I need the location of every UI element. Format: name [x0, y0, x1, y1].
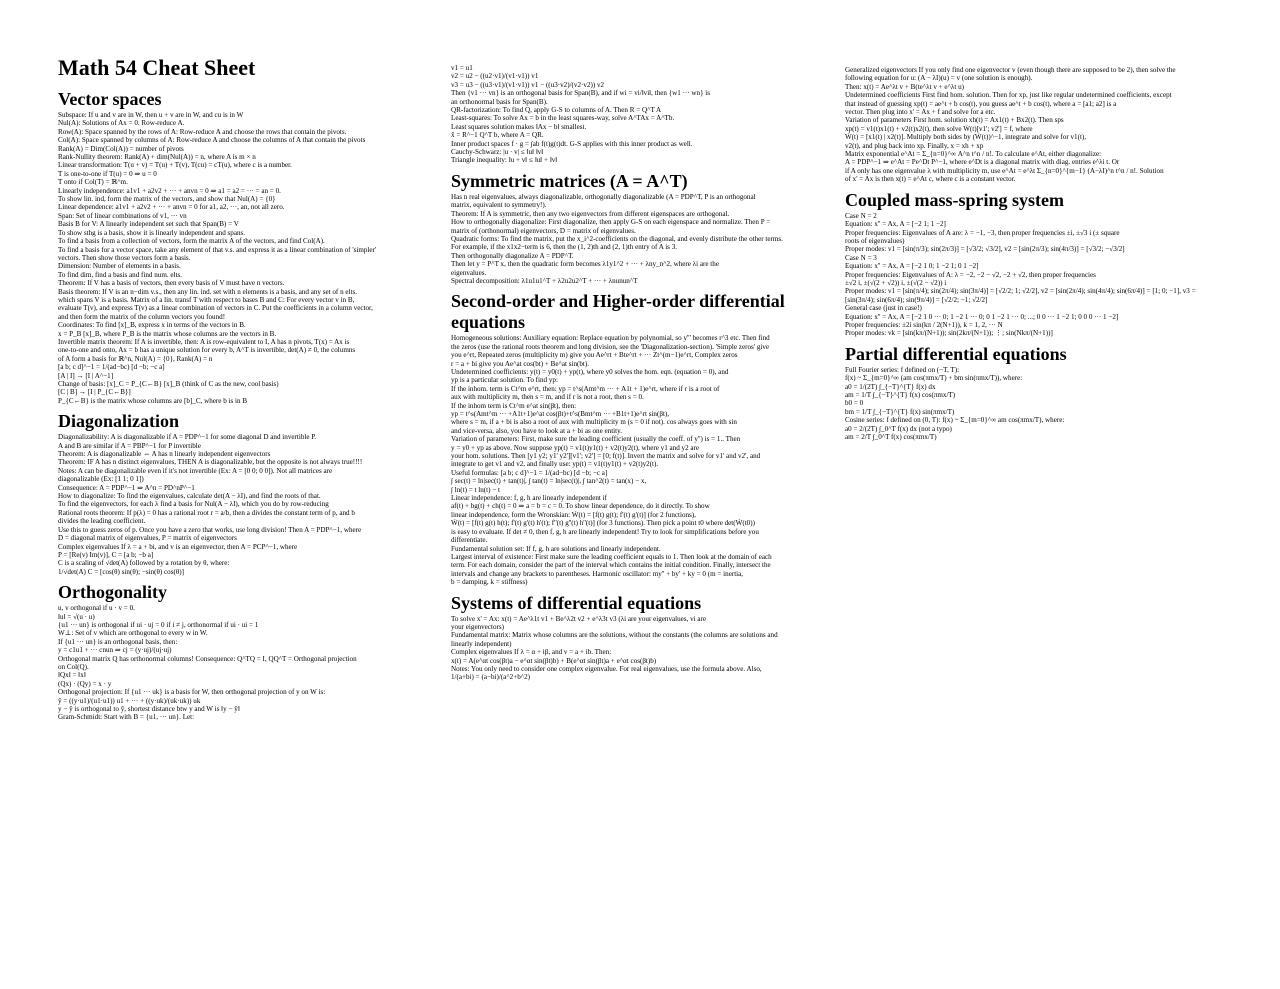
- text-line: Equation: x'' = Ax, A = [−2 1; 1 −2]: [845, 220, 946, 229]
- text-line: Then: x(t) = Ae^λt v + B(te^λt v + e^λt u): [845, 82, 964, 91]
- text-line: To show sthg is a basis, show it is linearly independent and spans.: [58, 228, 246, 237]
- text-line: Proper modes: vk = [sin(kπ/(N+1)); sin(2kπ/(N+1)); ⋮; sin(Nkπ/(N+1))]: [845, 329, 1053, 338]
- text-line: is easy to evaluate. If det ≠ 0, then f, g, h are linearly independent! Try to look for simplifications before you: [451, 527, 759, 536]
- text-line: v1 = u1: [451, 64, 473, 72]
- text-line: Fundamental solution set: If f, g, h are solutions and linearly independent.: [451, 544, 661, 553]
- text-line: {u1 ··· un} is orthogonal if ui · uj = 0 if i ≠ j, orthonormal if ui · ui = 1: [58, 620, 259, 629]
- text-line: Then let y = P^T x, then the quadratic form becomes λ1y1^2 + ··· + λny_n^2, where λi are the: [451, 260, 719, 269]
- col2-section: [451, 291, 831, 590]
- text-line: linearly independent): [451, 639, 512, 648]
- text-line: For example, if the x1x2−term is 6, then the (1, 2)th and (2, 1)th entry of A is 3.: [451, 243, 678, 252]
- text-line: of A form a basis for ℝ^n, Nul(A) = {0}, Rank(A) = n: [58, 354, 213, 363]
- text-line: bm = 1/T ∫_{−T}^{T} f(x) sin(πmx/T): [845, 407, 955, 416]
- text-line: If the inhom term is Ct^m e^at sin(βt), then:: [451, 401, 577, 410]
- text-line: To find a basis from a collection of vectors, form the matrix A of the vectors, and find Col(A).: [58, 237, 325, 246]
- text-line: divides the leading coefficient.: [58, 517, 146, 526]
- text-line: Theorem: IF A has n distinct eigenvalues, THEN A is diagonalizable, but the opposite is not always true!!!!: [58, 458, 363, 467]
- text-line: How to orthogonally diagonalize: First diagonalize, then apply G-S on each eigenspace and normalize. Then P =: [451, 218, 771, 227]
- text-line: Theorem: A is diagonalizable ⇔ A has n linearly independent eigenvectors: [58, 450, 271, 459]
- text-line: A and B are similar if A = PBP^−1 for P invertible: [58, 441, 201, 450]
- text-line: term. For each domain, consider the part of the interval which contains the initial condition. Finally, intersect the: [451, 561, 771, 570]
- section-heading: Orthogonality: [58, 582, 168, 603]
- text-line: Least-squares: To solve Ax = b in the least squares-way, solve A^TAx = A^Tb.: [451, 114, 675, 123]
- text-line: Theorem: If V has a basis of vectors, then every basis of V must have n vectors.: [58, 279, 285, 288]
- col1-section: [58, 89, 436, 409]
- text-line: Consequence: A = PDP^−1 ⇒ A^n = PD^nP^−1: [58, 483, 195, 492]
- text-line: ŷ = ((y·u1)/(u1·u1)) u1 + ··· + ((y·uk)/(uk·uk)) uk: [58, 696, 201, 705]
- text-line: [A | I] → [I | A^−1]: [58, 371, 114, 380]
- text-line: you e^rt, Repeated zeros (multiplicity m) give you Ae^rt + Bte^rt + ··· Zt^(m−1)e^rt, Complex zeros: [451, 351, 738, 360]
- text-line: yp = t^s(Amt^m ··· +A1t+1)e^at cos(βt)+t^s(Bmt^m ··· +B1t+1)e^rt sin(βt),: [451, 410, 670, 418]
- text-line: C is a scaling of √det(A) followed by a rotation by θ, where:: [58, 559, 230, 568]
- text-line: Variation of parameters First hom. solution xh(t) = Ax1(t) + Bx2(t). Then sps: [845, 116, 1064, 125]
- section-heading: Symmetric matrices (A = A^T): [451, 170, 688, 191]
- text-line: v3 = u3 − ((u3·v1)/(v1·v1)) v1 − ((u3·v2)/(v2·v2)) v2: [451, 80, 605, 89]
- text-line: Proper frequencies: Eigenvalues of A are: λ = −1, −3, then proper frequencies ±i, ±√3 i (± square: [845, 228, 1120, 237]
- col3-section: [845, 190, 1225, 342]
- text-line: General case (just in case!): [845, 304, 922, 313]
- text-line: f(x) ~ Σ_{m=0}^∞ (am cos(πmx/T) + bm sin(πmx/T)), where:: [845, 374, 1023, 383]
- text-line: your eigenvectors): [451, 622, 504, 631]
- text-line: Rank-Nullity theorem: Rank(A) + dim(Nul(A)) = n, where A is m × n: [58, 153, 256, 162]
- text-line: b0 = 0: [845, 399, 864, 408]
- text-line: Invertible matrix theorem: If A is invertible, then: A is row-equivalent to I, A has n pivots, T(x) = Ax is: [58, 337, 350, 346]
- text-line: and then form the matrix of the column vectors you found!: [58, 312, 226, 321]
- text-line: QR-factorization: To find Q, apply G-S to columns of A. Then R = Q^T A: [451, 106, 662, 115]
- text-line: 1/(a+bi) = (a−bi)/(a^2+b^2): [451, 673, 530, 682]
- col2-section: [451, 171, 831, 289]
- text-line: Gram-Schmidt: Start with B = {u1, ··· un}. Let:: [58, 713, 195, 722]
- text-line: D = diagonal matrix of eigenvalues, P = matrix of eigenvectors: [58, 534, 237, 543]
- text-line: Proper modes: v1 = [sin(π/4); sin(2π/4); sin(3π/4)] = [√2/2; 1; √2/2], v2 = [sin(2π/4); sin(4π/4); sin(6π/4)] = [1; 0; −1], v3 =: [845, 287, 1196, 296]
- text-line: diagonalizable (Ex: [1 1; 0 1]): [58, 475, 144, 484]
- col1-section: [58, 411, 436, 580]
- text-line: x(t) = A(e^αt cos(βt)a − e^αt sin(βt)b) + B(e^αt sin(βt)a + e^αt cos(βt)b): [451, 656, 657, 665]
- text-line: aux with multiplicity m, then s = m, and if r is not a root, then s = 0.: [451, 393, 644, 402]
- text-line: Case N = 3: [845, 253, 877, 262]
- text-line: Least squares solution makes ‖Ax − b‖ smallest.: [451, 122, 587, 131]
- section-heading: Diagonalization: [58, 411, 180, 432]
- text-line: Use this to guess zeros of p. Once you have a zero that works, use long division! Then A = PDP^−1, where: [58, 525, 362, 534]
- text-line: which spans V is a basis. Matrix of a lin. transf T with respect to bases B and C: For every vector v in B,: [58, 295, 355, 304]
- col2-section: [451, 64, 831, 169]
- text-line: Equation: x'' = Ax, A = [−2 1 0 ··· 0; 1 −2 1 ··· 0; 0 1 −2 1 ··· 0; ...; 0 0 ··· 1 −2 1; 0 0 0 ··· 1 −2]: [845, 312, 1119, 321]
- text-line: Coordinates: To find [x]_B, express x in terms of the vectors in B.: [58, 321, 246, 330]
- text-line: Notes: You only need to consider one complex eigenvalue. For real eigenvalues, use the formula above. Also,: [451, 664, 762, 673]
- text-line: your hom. solutions. Then [y1 y2; y1' y2'][v1'; v2'] = [0; f(t)]. Invert the matrix and solve for v1' and v2', and: [451, 452, 761, 461]
- text-line: matrix, equivalent to symmetry!).: [451, 201, 547, 210]
- text-line: Largest interval of existence: First make sure the leading coefficient equals to 1. Then look at the domain of each: [451, 552, 772, 561]
- text-line: an orthonormal basis for Span(B).: [451, 97, 548, 106]
- text-line: Fundamental matrix: Matrix whose columns are the solutions, without the constants (the columns are solutions and: [451, 631, 778, 640]
- text-line: Linear dependence: a1v1 + a2v2 + ··· + anvn = 0 for a1, a2, ···, an, not all zero.: [58, 203, 285, 212]
- text-line: Generalized eigenvectors If you only find one eigenvector v (even though there are supposed to be 2), then solve the: [845, 66, 1176, 74]
- text-line: where s = m, if a + bi is also a root of aux with multiplicity m (s = 0 if not). cos always goes with sin: [451, 418, 737, 427]
- text-line: on Col(Q).: [58, 662, 89, 671]
- column-1: [58, 0, 436, 726]
- section-heading: Coupled mass-spring system: [845, 189, 1065, 210]
- text-line: Cauchy-Schwarz: |u · v| ≤ ‖u‖ ‖v‖: [451, 148, 544, 157]
- text-line: x̂ = R^−1 Q^T b, where A = QR.: [451, 131, 544, 140]
- text-line: b = damping, k = stiffness): [451, 578, 528, 587]
- text-line: Then orthogonally diagonalize A = PDP^T.: [451, 251, 574, 260]
- text-line: Rank(A) = Dim(Col(A)) = number of pivots: [58, 144, 184, 153]
- text-line: ∫ ln(t) = t ln(t) − t: [451, 485, 500, 494]
- text-line: roots of eigenvalues): [845, 236, 905, 245]
- column-2: [451, 0, 831, 686]
- text-line: xp(t) = v1(t)x1(t) + v2(t)x2(t), then solve W̃(t)[v1'; v2'] = f, where: [845, 124, 1033, 133]
- text-line: Nul(A): Solutions of Ax = 0. Row-reduce A.: [58, 119, 185, 128]
- text-line: Quadratic forms: To find the matrix, put the x_i^2-coefficients on the diagonal, and evenly distribute the other terms.: [451, 234, 783, 243]
- section-heading: Vector spaces: [58, 89, 162, 109]
- text-line: [C | B] → [I | P_{C←B}]: [58, 388, 131, 397]
- text-line: Linear independence: f, g, h are linearly independent if: [451, 494, 607, 503]
- text-line: If {u1 ··· un} is an orthogonal basis, then:: [58, 637, 178, 646]
- text-line: If the inhom. term is Ct^m e^rt, then: yp = t^s(Amt^m ··· + A1t + 1)e^rt, where if r is a root of: [451, 384, 720, 393]
- text-line: Has n real eigenvalues, always diagonalizable, orthogonally diagonalizable (A = PDP^T, P is an orthogonal: [451, 192, 756, 201]
- text-line: Then {v1 ··· vn} is an orthogonal basis for Span(B), and if wi = vi/‖vi‖, then {w1 ··· wn} is: [451, 89, 711, 98]
- text-line: y − ŷ is orthogonal to ŷ, shortest distance btw y and W is ‖y − ŷ‖: [58, 705, 240, 713]
- text-line: x = P_B [x]_B, where P_B is the matrix whose columns are the vectors in B.: [58, 329, 277, 338]
- text-line: Undetermined coefficients First find hom. solution. Then for xp, just like regular undetermined coefficients, except: [845, 91, 1172, 100]
- text-line: if A only has one eigenvalue λ with multiplicity m, use e^At = e^λt Σ_{n=0}^{m−1} (A−λI)^n t^n / n!. Solution: [845, 166, 1164, 175]
- text-line: y = c1u1 + ··· cnun ⇒ cj = (y·uj)/(uj·uj): [58, 646, 172, 655]
- text-line: Useful formulas: [a b; c d]^−1 = 1/(ad−bc) [d −b; −c a]: [451, 468, 608, 477]
- text-line: of x' = Ax is then x(t) = e^At c, where c is a constant vector.: [845, 175, 1016, 184]
- text-line: How to diagonalize: To find the eigenvalues, calculate det(A − λI), and find the roots of that.: [58, 492, 321, 501]
- text-line: Span: Set of linear combinations of v1, ··· vn: [58, 211, 187, 220]
- text-line: Proper modes: v1 = [sin(π/3); sin(2π/3)] = [√3/2; √3/2], v2 = [sin(2π/3); sin(4π/3)] = [√3/2; −√3/2]: [845, 245, 1125, 254]
- text-line: Inner product spaces f · g = ∫ab f(t)g(t)dt. G-S applies with this inner product as well.: [451, 139, 693, 148]
- text-line: y = y0 + yp as above. Now suppose yp(t) = v1(t)y1(t) + v2(t)y2(t), where y1 and y2 are: [451, 443, 700, 452]
- text-line: Variation of parameters: First, make sure the leading coefficient (usually the coeff. of y'') is = 1.. Then: [451, 435, 741, 444]
- text-line: Rational roots theorem: If p(λ) = 0 has a rational root r = a/b, then a divides the constant term of p, and b: [58, 508, 355, 517]
- text-line: To solve x' = Ax: x(t) = Ae^λ1t v1 + Be^λ2t v2 + e^λ3t v3 (λi are your eigenvalues, vi are: [451, 614, 707, 623]
- text-line: T onto if Col(T) = ℝ^m.: [58, 178, 128, 187]
- text-line: am = 2/T ∫_0^T f(x) cos(πmx/T): [845, 433, 937, 442]
- text-line: Subspace: If u and v are in W, then u + v are in W, and cu is in W: [58, 111, 244, 119]
- text-line: P = [Re(v) Im(v)], C = [a b; −b a]: [58, 550, 154, 559]
- text-line: To show lin. ind, form the matrix of the vectors, and show that Nul(A) = {0}: [58, 195, 276, 204]
- text-line: Diagonalizability: A is diagonalizable if A = PDP^−1 for some diagonal D and invertible P.: [58, 433, 317, 442]
- text-line: ‖Qx‖ = ‖x‖: [58, 671, 86, 680]
- text-line: [sin(3π/4); sin(6π/4); sin(9π/4)] = [√2/2; −1; √2/2]: [845, 295, 988, 304]
- text-line: Triangle inequality: ‖u + v‖ ≤ ‖u‖ + ‖v‖: [451, 156, 558, 165]
- text-line: ∫ sec(t) = ln|sec(t) + tan(t)|, ∫ tan(t) = ln|sec(t)|, ∫ tan^2(t) = tan(x) − x,: [451, 477, 647, 486]
- text-line: Orthogonal matrix Q has orthonormal columns! Consequence: Q^TQ = I, QQ^T = Orthogonal projection: [58, 654, 357, 663]
- text-line: Basis theorem: If V is an n−dim v.s., then any lin. ind. set with n elements is a basis, and any set of n elts.: [58, 287, 358, 296]
- text-line: a0 = 1/(2T) ∫_{−T}^{T} f(x) dx: [845, 382, 936, 391]
- text-line: am = 1/T ∫_{−T}^{T} f(x) cos(πmx/T): [845, 391, 956, 399]
- text-line: Full Fourier series: f defined on (−T, T):: [845, 365, 960, 374]
- text-line: W⊥: Set of v which are orthogonal to every w in W.: [58, 629, 208, 638]
- text-line: T is one-to-one if T(u) = 0 ⇒ u = 0: [58, 169, 157, 178]
- text-line: ‖u‖ = √(u · u): [58, 612, 95, 621]
- text-line: (Qx) · (Qy) = x · y: [58, 679, 112, 688]
- page-title: Math 54 Cheat Sheet: [58, 55, 256, 80]
- text-line: Dimension: Number of elements in a basis.: [58, 262, 181, 271]
- text-line: vectors. Then show those vectors form a basis.: [58, 253, 191, 262]
- text-line: evaluate T(v), and express T(v) as a linear combination of vectors in C. Put the coefficients in a column vector,: [58, 304, 373, 313]
- text-line: one-to-one and onto, Ax = b has a unique solution for every b, A^T is invertible, det(A) ≠ 0, the columns: [58, 346, 356, 355]
- text-line: 1/√det(A) C = [cos(θ) sin(θ); −sin(θ) cos(θ)]: [58, 567, 184, 576]
- text-line: To find the eigenvectors, for each λ find a basis for Nul(A − λI), which you do by row-reducing: [58, 500, 329, 509]
- text-line: Proper frequencies: Eigenvalues of A: λ = −2, −2 − √2, −2 + √2, then proper frequencies: [845, 270, 1096, 279]
- text-line: Notes: A can be diagonalizable even if it's not invertible (Ex: A = [0 0; 0 0]). Not all matrices are: [58, 466, 333, 475]
- text-line: P_{C←B} is the matrix whose columns are [b]_C, where b is in B: [58, 396, 248, 405]
- text-line: Change of basis: [x]_C = P_{C←B} [x]_B (think of C as the new, cool basis): [58, 380, 279, 388]
- section-heading: Second-order and Higher-order differential equations: [451, 291, 785, 333]
- section-heading: Partial differential equations: [845, 343, 1067, 364]
- text-line: integrate to get v1 and v2, and finally use: yp(t) = v1(t)y1(t) + v2(t)y2(t).: [451, 460, 659, 469]
- col3-section: [845, 66, 1225, 188]
- text-line: Cosine series: f defined on (0, T): f(x) ~ Σ_{m=0}^∞ am cos(πmx/T), where:: [845, 416, 1065, 425]
- text-line: Homogeneous solutions: Auxiliary equation: Replace equation by polynomial, so y''' becomes r^3 etc. Then find: [451, 334, 770, 343]
- text-line: yp is a particular solution. To find yp:: [451, 376, 558, 385]
- text-line: af(t) + bg(t) + ch(t) = 0 ⇒ a = b = c = 0. To show linear dependence, do it directly. To show: [451, 502, 710, 511]
- text-line: Theorem: If A is symmetric, then any two eigenvectors from different eigenspaces are orthogonal.: [451, 209, 730, 218]
- text-line: Spectral decomposition: λ1u1u1^T + λ2u2u2^T + ··· + λnunun^T: [451, 276, 638, 285]
- text-line: [a b; c d]^−1 = 1/(ad−bc) [d −b; −c a]: [58, 363, 165, 372]
- text-line: a0 = 2/(2T) ∫_0^T f(x) dx (not a typo): [845, 424, 952, 433]
- text-line: Linearly independence: a1v1 + a2v2 + ··· + anvn = 0 ⇒ a1 = a2 = ··· = an = 0.: [58, 186, 281, 195]
- text-line: Equation: x'' = Ax, A = [−2 1 0; 1 −2 1; 0 1 −2]: [845, 262, 979, 271]
- text-line: that instead of guessing xp(t) = ae^t + b cos(t), you guess ae^t + b cos(t), where a = [a1; a2] is a: [845, 99, 1117, 108]
- text-line: A = PDP^−1 ⇒ e^At = Pe^Dt P^−1, where e^Dt is a diagonal matrix with diag. entries e^λi t. Or: [845, 158, 1120, 167]
- text-line: matrix of (orthonormal) eigenvectors, D = matrix of eigenvalues.: [451, 226, 636, 235]
- text-line: To find dim, find a basis and find num. elts.: [58, 270, 183, 279]
- text-line: Basis B for V: A linearly independent set such that Span(B) = V: [58, 220, 239, 229]
- text-line: linear independence, form the Wronskian: W̃(t) = [f(t) g(t); f'(t) g'(t)] (for 2 functions),: [451, 510, 696, 519]
- text-line: Undetermined coefficients: y(t) = y0(t) + yp(t), where y0 solves the hom. eqn. (equation = 0), and: [451, 367, 729, 376]
- text-line: ±√2 i, ±(√(2 + √2)) i, ±(√(2 − √2)) i: [845, 278, 947, 287]
- text-line: eigenvalues.: [451, 268, 487, 277]
- text-line: Complex eigenvalues If λ = a + bi, and v is an eigenvector, then A = PCP^−1, where: [58, 542, 298, 551]
- column-3: [845, 0, 1225, 445]
- text-line: r = a + bi give you Ae^at cos(bt) + Be^at sin(bt).: [451, 359, 590, 368]
- text-line: v2(t), and plug back into xp. Finally, x = xh + xp: [845, 141, 984, 150]
- text-line: To find a basis for a vector space, take any element of that v.s. and express it as a linear combination of 'simpler': [58, 245, 377, 254]
- text-line: W̃(t) = [x1(t) | x2(t)]. Multiply both sides by (W̃(t))^−1, integrate and solve for v1(t),: [845, 133, 1087, 142]
- text-line: intervals and change any brackets to parentheses. Harmonic oscillator: my'' + by' + ky = 0 (m = inertia,: [451, 569, 744, 578]
- text-line: W̃(t) = [f(t) g(t) h(t); f'(t) g'(t) h'(t); f''(t) g''(t) h''(t)] (for 3 functions). Then pick a point t0 where det(W̃(t0)): [451, 519, 755, 528]
- text-line: v2 = u2 − ((u2·v1)/(v1·v1)) v1: [451, 72, 539, 81]
- text-line: vector. Then plug into x' = Ax + f and solve for a etc.: [845, 108, 996, 117]
- text-line: Row(A): Space spanned by the rows of A: Row-reduce A and choose the rows that contain the pivots.: [58, 127, 347, 136]
- text-line: Orthogonal projection: If {u1 ··· uk} is a basis for W, then orthogonal projection of y on W is:: [58, 688, 326, 697]
- text-line: Complex eigenvalues If λ = α + iβ, and v = a + ib. Then:: [451, 648, 612, 657]
- text-line: Proper frequencies: ±2i sin(kπ / 2(N+1)), k = 1, 2, ··· N: [845, 320, 1003, 329]
- col2-section: [451, 593, 831, 686]
- col1-section: [58, 582, 436, 726]
- text-line: Col(A): Space spanned by columns of A: Row-reduce A and choose the columns of A that contain the pivots: [58, 136, 366, 145]
- text-line: differentiate.: [451, 536, 488, 545]
- text-line: following equation for u: (A − λI)(u) = v (one solution is enough).: [845, 74, 1033, 83]
- text-line: and vice-versa, also, you have to look at a + bi as one entity.: [451, 426, 622, 435]
- text-line: the zeros (use the rational roots theorem and long division, see the 'Diagonalization-section). 'Simple zeros' give: [451, 342, 770, 351]
- text-line: Linear transformation: T(u + v) = T(u) + T(v), T(cu) = cT(u), where c is a number.: [58, 161, 292, 170]
- text-line: u, v orthogonal if u · v = 0.: [58, 604, 135, 613]
- col3-section: [845, 344, 1225, 446]
- section-heading: Systems of differential equations: [451, 592, 702, 613]
- text-line: Matrix exponential e^At = Σ_{n=0}^∞ A^n t^n / n!. To calculate e^At, either diagonalize:: [845, 150, 1102, 159]
- text-line: Case N = 2: [845, 211, 877, 220]
